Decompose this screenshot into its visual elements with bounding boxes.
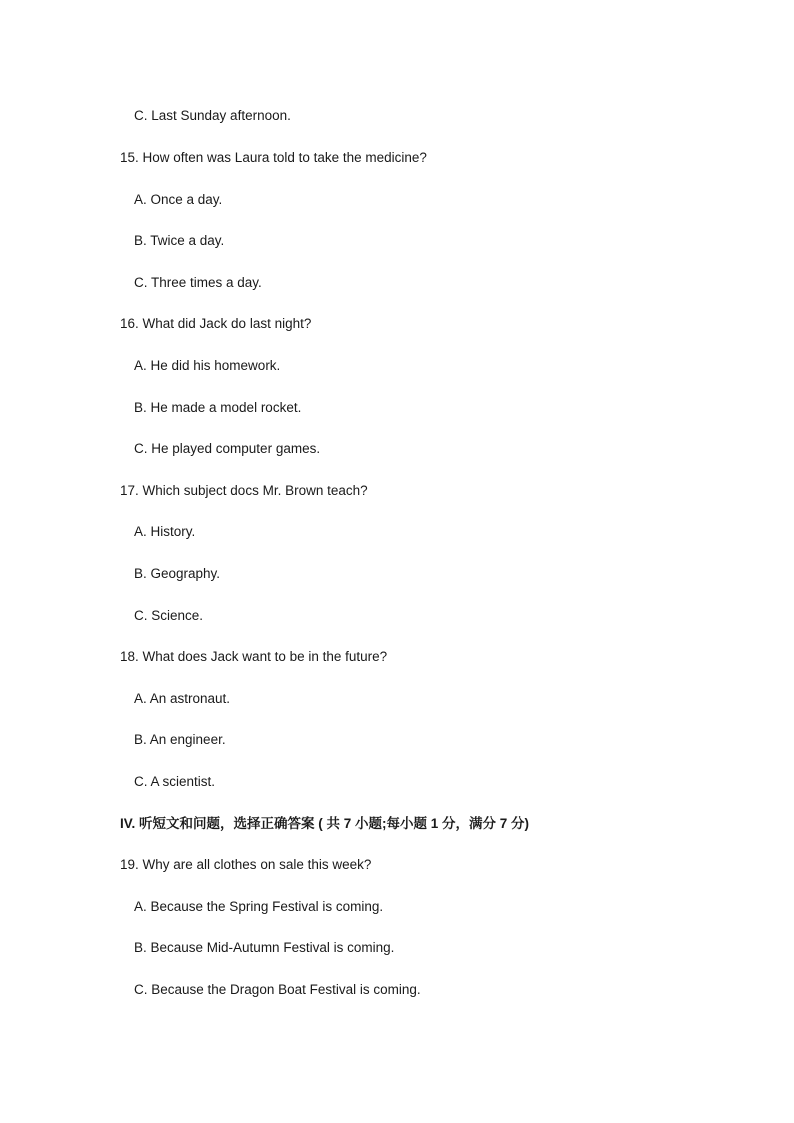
option-17c: C. Science. — [134, 608, 204, 623]
option-18a: A. An astronaut. — [134, 691, 231, 706]
option-14c: C. Last Sunday afternoon. — [134, 108, 291, 123]
option-15b: B. Twice a day. — [134, 233, 225, 248]
option-18c: C. A scientist. — [134, 774, 216, 789]
option-16b: B. He made a model rocket. — [134, 400, 302, 415]
question-17: 17. Which subject docs Mr. Brown teach? — [120, 483, 368, 498]
option-17b: B. Geography. — [134, 566, 221, 581]
option-19b: B. Because Mid-Autumn Festival is coming. — [134, 940, 395, 955]
option-16a: A. He did his homework. — [134, 358, 281, 373]
question-16: 16. What did Jack do last night? — [120, 316, 312, 331]
question-15: 15. How often was Laura told to take the medicine? — [120, 150, 427, 165]
option-15c: C. Three times a day. — [134, 275, 262, 290]
option-18b: B. An engineer. — [134, 732, 226, 747]
option-19a: A. Because the Spring Festival is coming. — [134, 899, 384, 914]
section-heading-iv: IV. 听短文和问题，选择正确答案 ( 共 7 小题;每小题 1 分，满分 7 分) — [120, 816, 530, 831]
option-15a: A. Once a day. — [134, 192, 223, 207]
option-19c: C. Because the Dragon Boat Festival is coming. — [134, 982, 421, 997]
option-16c: C. He played computer games. — [134, 441, 321, 456]
question-19: 19. Why are all clothes on sale this week? — [120, 857, 372, 872]
option-17a: A. History. — [134, 524, 196, 539]
question-18: 18. What does Jack want to be in the future? — [120, 649, 388, 664]
